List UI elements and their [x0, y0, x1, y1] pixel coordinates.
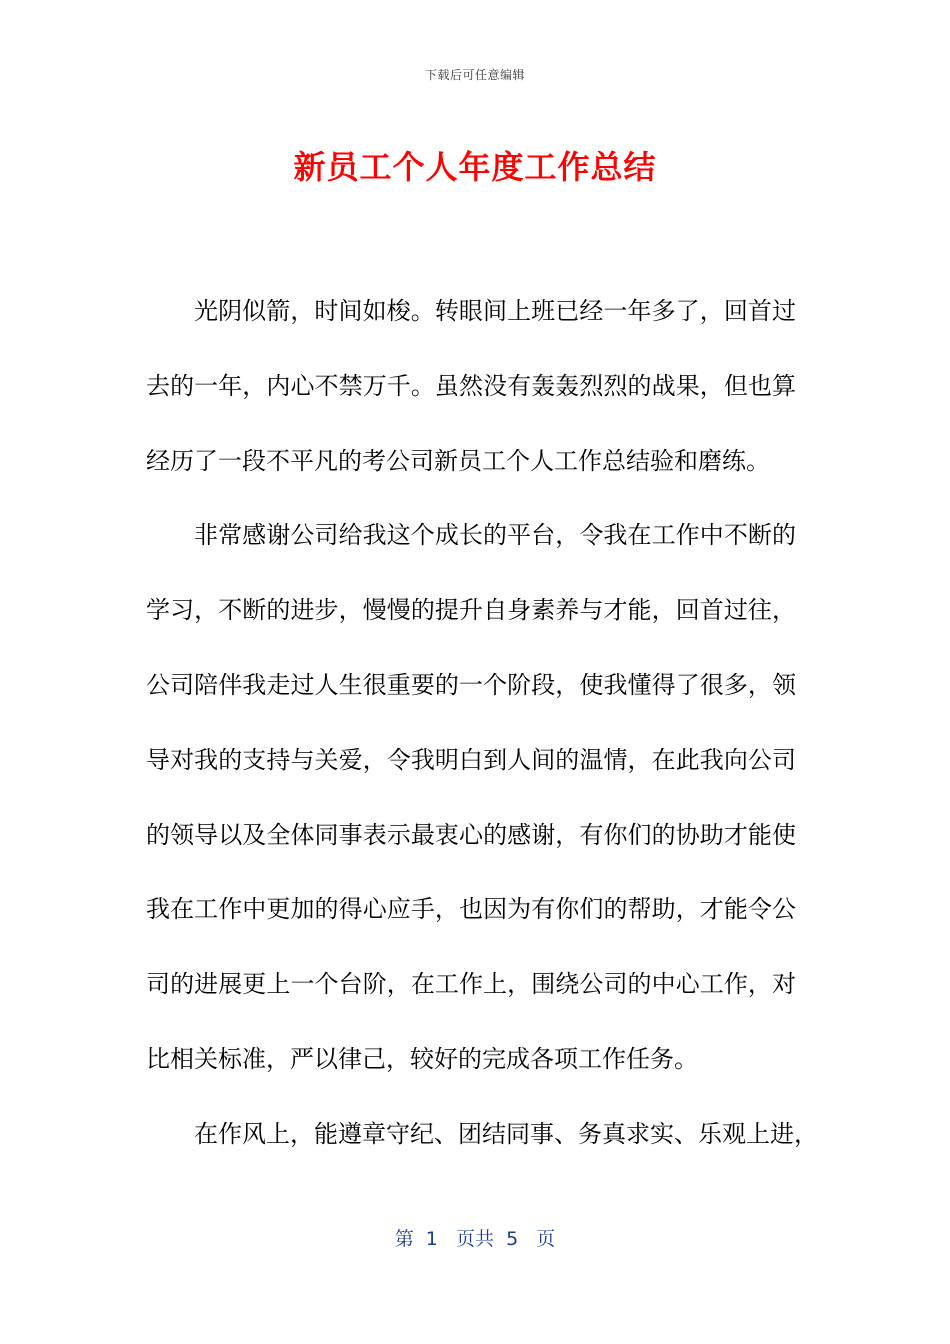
paragraph-line: 非常感谢公司给我这个成长的平台，令我在工作中不断的 [194, 521, 796, 550]
paragraph-line: 导对我的支持与关爱，令我明白到人间的温情，在此我向公司 [146, 745, 796, 774]
paragraph-line: 去的一年，内心不禁万千。虽然没有轰轰烈烈的战果，但也算 [146, 371, 796, 400]
paragraph-line: 在作风上，能遵章守纪、团结同事、务真求实、乐观上进， [194, 1119, 818, 1148]
paragraph-line: 光阴似箭，时间如梭。转眼间上班已经一年多了，回首过 [194, 297, 796, 325]
paragraph-line: 我在工作中更加的得心应手，也因为有你们的帮助，才能令公 [146, 895, 796, 924]
paragraph-line: 学习，不断的进步，慢慢的提升自身素养与才能，回首过往， [146, 596, 796, 625]
paragraph-line: 公司陪伴我走过人生很重要的一个阶段，使我懂得了很多，领 [146, 670, 796, 699]
document-body [146, 274, 818, 1172]
paragraph-line: 比相关标准，严以律己，较好的完成各项工作任务。 [146, 1044, 698, 1073]
paragraph-line: 经历了一段不平凡的考公司新员工个人工作总结验和磨练。 [146, 446, 770, 475]
paragraph-line: 司的进展更上一个台阶，在工作上，围绕公司的中心工作，对 [146, 970, 796, 999]
page-number-footer: 第 1 页共 5 页 [394, 1228, 556, 1250]
header-note: 下载后可任意编辑 [424, 68, 525, 82]
document-title: 新员工个人年度工作总结 [293, 148, 657, 186]
paragraph-line: 的领导以及全体同事表示最衷心的感谢，有你们的协助才能使 [146, 820, 796, 849]
